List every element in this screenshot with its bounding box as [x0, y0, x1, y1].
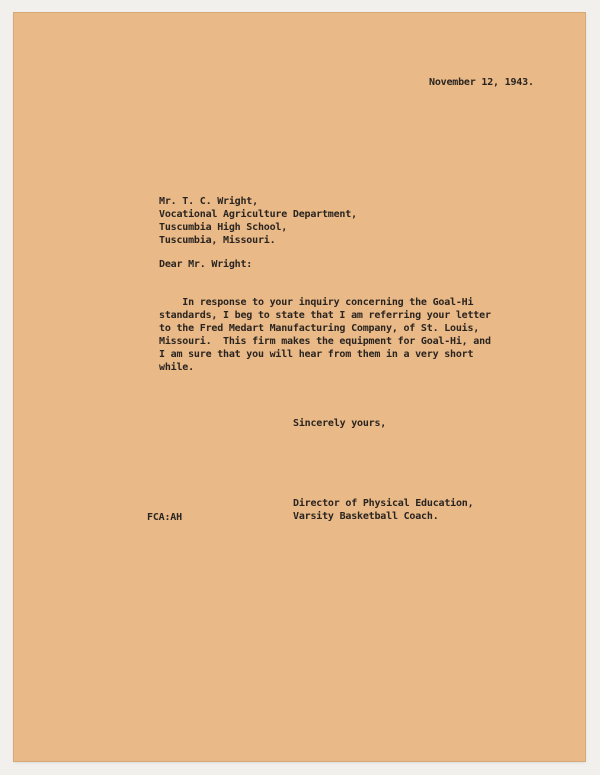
signature-line: Varsity Basketball Coach. — [293, 511, 439, 522]
address-line: Mr. T. C. Wright, — [159, 196, 258, 207]
body-line: standards, I beg to state that I am referring your letter — [159, 310, 491, 321]
address-line: Vocational Agriculture Department, — [159, 209, 357, 220]
letter-page — [14, 13, 585, 761]
salutation: Dear Mr. Wright: — [159, 259, 253, 270]
closing: Sincerely yours, — [293, 418, 387, 429]
recipient-address — [159, 195, 357, 247]
letter-date: November 12, 1943. — [429, 77, 534, 88]
reference-initials: FCA:AH — [147, 512, 182, 523]
signature-line: Director of Physical Education, — [293, 498, 474, 509]
body-line: In response to your inquiry concerning the Goal-Hi — [159, 297, 474, 308]
body-line: I am sure that you will hear from them in a very short — [159, 349, 474, 360]
body-line: to the Fred Medart Manufacturing Company, of St. Louis, — [159, 323, 480, 334]
body-line: Missouri. This firm makes the equipment for Goal-Hi, and — [159, 336, 491, 347]
signature-block — [293, 497, 473, 523]
address-line: Tuscumbia, Missouri. — [159, 235, 276, 246]
letter-body — [159, 296, 491, 374]
address-line: Tuscumbia High School, — [159, 222, 288, 233]
body-line: while. — [159, 362, 194, 373]
